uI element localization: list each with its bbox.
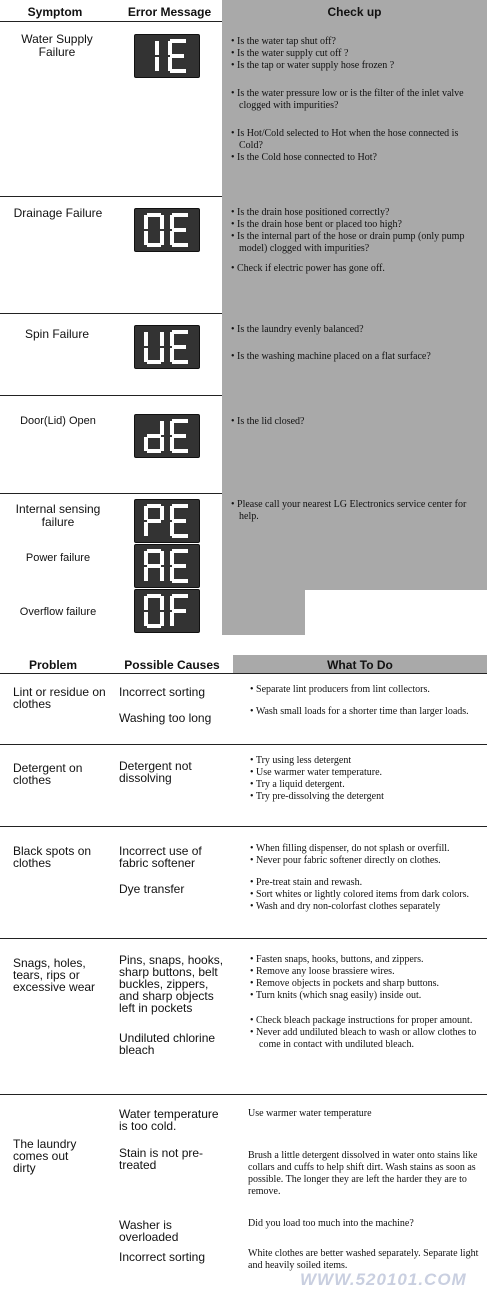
todo-item: • Try using less detergent bbox=[250, 755, 352, 766]
symptom-door-open: Door(Lid) Open bbox=[20, 415, 96, 427]
todo-list bbox=[249, 755, 479, 803]
segment-code-pe-icon bbox=[135, 500, 199, 542]
todo-text: Did you load too much into the machine? bbox=[248, 1218, 414, 1229]
cause-item: Undiluted chlorine bleach bbox=[119, 1031, 216, 1057]
error-display-of bbox=[134, 589, 200, 633]
header-possible-causes: Possible Causes bbox=[124, 658, 220, 672]
check-item: • Is the drain hose bent or placed too high? bbox=[231, 219, 402, 230]
table1-row-rule bbox=[0, 313, 222, 314]
header-error-message: Error Message bbox=[127, 5, 212, 19]
check-item: • Is the lid closed? bbox=[231, 416, 305, 427]
table1-header-rule bbox=[0, 21, 222, 22]
cause-item: Washing too long bbox=[119, 711, 212, 725]
check-item: • Please call your nearest LG Electronics service center for help. bbox=[231, 499, 467, 522]
table1-row-rule bbox=[0, 196, 222, 197]
checkup-list bbox=[230, 416, 478, 428]
todo-item: • Never add undiluted bleach to wash or allow clothes to come in contact with undiluted bleach. bbox=[250, 1027, 477, 1050]
table2-row-rule bbox=[0, 826, 487, 827]
table2-header-rule bbox=[0, 673, 487, 674]
symptom-spin: Spin Failure bbox=[24, 327, 90, 341]
checkup-list bbox=[230, 324, 478, 363]
check-item: • Is the washing machine placed on a flat surface? bbox=[231, 351, 431, 362]
cause-item: Washer is overloaded bbox=[119, 1218, 179, 1244]
todo-item: • Never pour fabric softener directly on clothes. bbox=[250, 855, 441, 866]
checkup-list bbox=[230, 499, 480, 523]
segment-code-ie-icon bbox=[135, 35, 199, 77]
todo-text: White clothes are better washed separately. Separate light and heavily soiled items. bbox=[248, 1248, 479, 1271]
error-display-ie bbox=[134, 34, 200, 78]
problem-lint: Lint or residue on clothes bbox=[13, 685, 106, 711]
check-item: • Is the tap or water supply hose frozen ? bbox=[231, 60, 395, 71]
check-item: • Is the water tap shut off? bbox=[231, 36, 336, 47]
todo-item: • Sort whites or lightly colored items from dark colors. bbox=[250, 889, 470, 900]
cause-item: Incorrect use of fabric softener bbox=[119, 844, 202, 870]
todo-item: • Try a liquid detergent. bbox=[250, 779, 345, 790]
check-item: • Is the drain hose positioned correctly? bbox=[231, 207, 390, 218]
todo-text: Brush a little detergent dissolved in water onto stains like collars and cuffs to help shift dirt. Wash stains as soon as possible. The longer they are left the harder they are to remove. bbox=[248, 1150, 478, 1197]
todo-list bbox=[249, 684, 474, 718]
todo-item: • Pre-treat stain and rewash. bbox=[250, 877, 363, 888]
symptom-overflow: Overflow failure bbox=[19, 606, 97, 618]
table2-row-rule bbox=[0, 938, 487, 939]
segment-code-of-icon bbox=[135, 590, 199, 632]
check-item: • Is the internal part of the hose or drain pump (only pump model) clogged with impurities? bbox=[231, 231, 465, 254]
segment-code-ae-icon bbox=[135, 545, 199, 587]
cause-item: Dye transfer bbox=[119, 882, 185, 896]
cause-item: Incorrect sorting bbox=[119, 1250, 206, 1264]
table1-row-rule bbox=[0, 493, 222, 494]
todo-item: • Remove any loose brassiere wires. bbox=[250, 966, 395, 977]
error-display-de bbox=[134, 414, 200, 458]
header-symptom: Symptom bbox=[27, 5, 83, 19]
todo-item: • Use warmer water temperature. bbox=[250, 767, 383, 778]
problem-detergent: Detergent on clothes bbox=[13, 761, 83, 787]
cause-item: Detergent not dissolving bbox=[119, 759, 192, 785]
todo-text: Use warmer water temperature bbox=[248, 1108, 372, 1119]
cause-item: Pins, snaps, hooks, sharp buttons, belt buckles, zippers, and sharp objects left in pockets bbox=[119, 953, 224, 1015]
header-problem: Problem bbox=[28, 658, 77, 672]
segment-code-ue-icon bbox=[135, 326, 199, 368]
error-display-ae bbox=[134, 544, 200, 588]
check-item: • Is Hot/Cold selected to Hot when the hose connected is Cold? bbox=[231, 128, 459, 151]
todo-item: • Remove objects in pockets and sharp buttons. bbox=[250, 978, 440, 989]
segment-code-oe-icon bbox=[135, 209, 199, 251]
checkup-list bbox=[230, 207, 478, 275]
cause-item: Stain is not pre-treated bbox=[119, 1146, 204, 1172]
check-item: • Is the water supply cut off ? bbox=[231, 48, 349, 59]
table1-row-rule bbox=[0, 395, 222, 396]
check-item: • Is the Cold hose connected to Hot? bbox=[231, 152, 377, 163]
problem-laundry-dirty: The laundry comes out dirty bbox=[13, 1137, 77, 1175]
check-item: • Check if electric power has gone off. bbox=[231, 263, 385, 274]
error-display-pe bbox=[134, 499, 200, 543]
checkup-panel-notch bbox=[305, 590, 487, 635]
table2-row-rule bbox=[0, 744, 487, 745]
todo-item: • Wash small loads for a shorter time than larger loads. bbox=[250, 706, 469, 717]
todo-item: • Turn knits (which snag easily) inside out. bbox=[250, 990, 422, 1001]
segment-code-de-icon bbox=[135, 415, 199, 457]
check-item: • Is the laundry evenly balanced? bbox=[231, 324, 364, 335]
todo-item: • Wash and dry non-colorfast clothes separately bbox=[250, 901, 441, 912]
cause-item: Water temperature is too cold. bbox=[119, 1107, 219, 1133]
problem-black-spots: Black spots on clothes bbox=[13, 844, 92, 870]
watermark: WWW.520101.COM bbox=[300, 1270, 467, 1289]
header-check-up: Check up bbox=[327, 5, 382, 19]
todo-item: • Separate lint producers from lint collectors. bbox=[250, 684, 430, 695]
cause-item: Incorrect sorting bbox=[119, 685, 206, 699]
table2-row-rule bbox=[0, 1094, 487, 1095]
problem-snags: Snags, holes, tears, rips or excessive wear bbox=[13, 956, 96, 994]
header-what-to-do: What To Do bbox=[327, 658, 393, 672]
todo-list bbox=[249, 954, 481, 1051]
checkup-list bbox=[230, 36, 478, 164]
symptom-internal-sensing: Internal sensing failure bbox=[15, 502, 101, 529]
check-item: • Is the water pressure low or is the filter of the inlet valve clogged with impurities? bbox=[231, 88, 464, 111]
symptom-drainage: Drainage Failure bbox=[13, 206, 103, 220]
todo-item: • When filling dispenser, do not splash or overfill. bbox=[250, 843, 450, 854]
error-display-ue bbox=[134, 325, 200, 369]
error-display-oe bbox=[134, 208, 200, 252]
todo-item: • Try pre-dissolving the detergent bbox=[250, 791, 384, 802]
todo-item: • Fasten snaps, hooks, buttons, and zippers. bbox=[250, 954, 424, 965]
symptom-water-supply: Water Supply Failure bbox=[21, 32, 93, 59]
symptom-power-failure: Power failure bbox=[25, 552, 91, 564]
todo-item: • Check bleach package instructions for proper amount. bbox=[250, 1015, 473, 1026]
todo-list bbox=[249, 843, 487, 913]
